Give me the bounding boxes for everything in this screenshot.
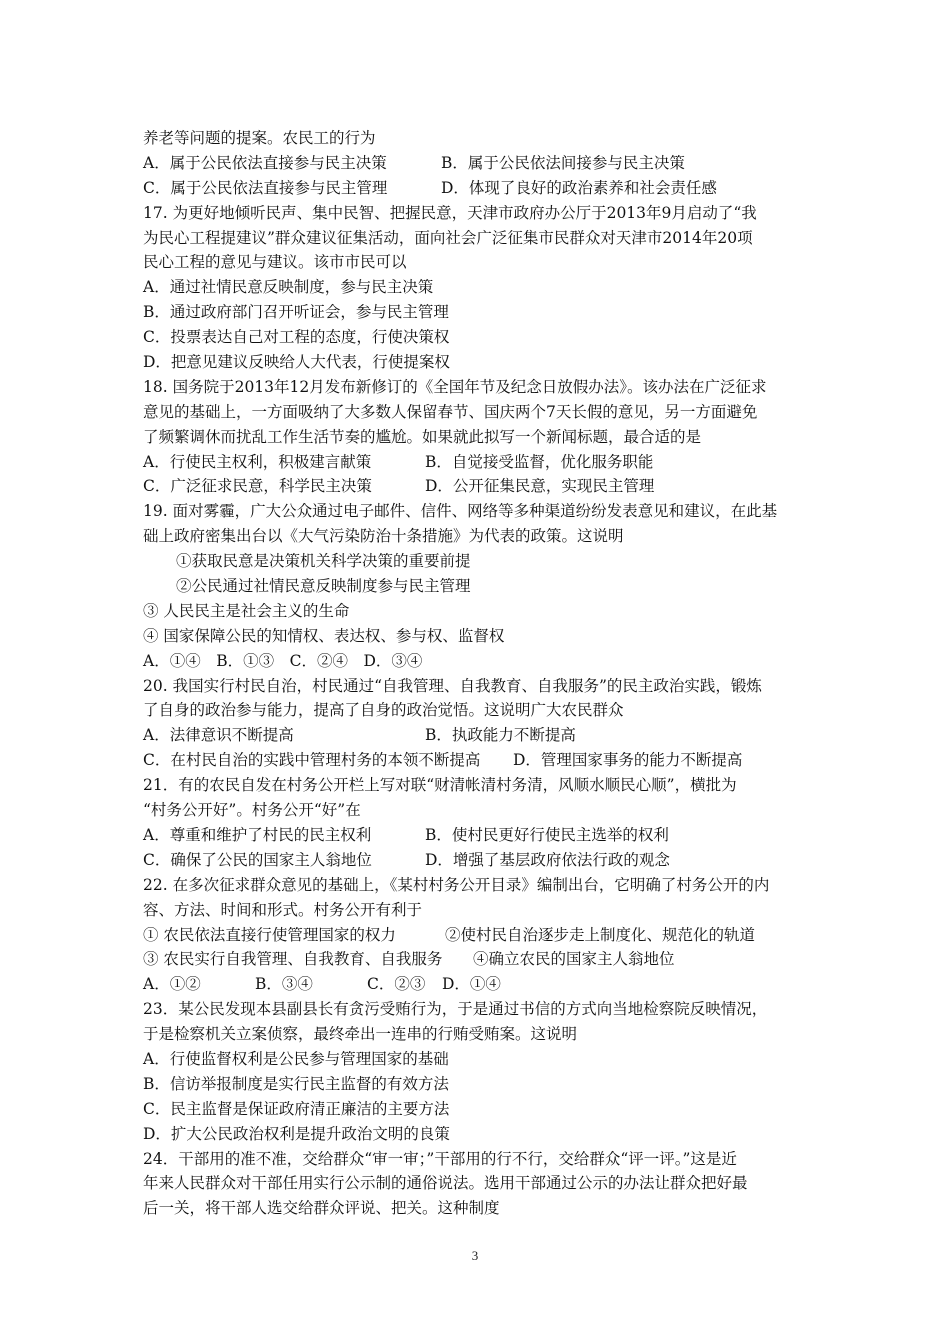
statement-1: ①获取民意是决策机关科学决策的重要前提	[176, 552, 471, 571]
option-row	[143, 972, 813, 997]
question-20: 20. 我国实行村民自治，村民通过“自我管理、自我教育、自我服务”的民主政治实践，锻炼	[143, 676, 762, 695]
option-c: C．在村民自治的实践中管理村务的本领不断提高	[143, 751, 481, 770]
option-row	[143, 723, 813, 748]
text-line: 础上政府密集出台以《大气污染防治十条措施》为代表的政策。这说明	[143, 527, 624, 546]
option-row	[143, 151, 813, 176]
option-a: A．属于公民依法直接参与民主决策	[143, 153, 387, 172]
option-row: A．①④ B．①③ C．②④ D．③④	[143, 651, 423, 670]
text-line: 意见的基础上，一方面吸纳了大多数人保留春节、国庆两个7天长假的意见，另一方面避免	[143, 402, 758, 421]
option-d: D．体现了良好的政治素养和社会责任感	[441, 178, 717, 197]
text-line: 养老等问题的提案。农民工的行为	[143, 129, 376, 147]
statement-2: ②公民通过社情民意反映制度参与民主管理	[176, 577, 471, 596]
statement-4: ④确立农民的国家主人翁地位	[473, 950, 675, 969]
question-17: 17. 为更好地倾听民声、集中民智、把握民意，天津市政府办公厅于2013年9月启动了“我	[143, 203, 757, 222]
option-c: C．民主监督是保证政府清正廉洁的主要方法	[143, 1099, 450, 1118]
option-a: A．尊重和维护了村民的民主权利	[143, 825, 372, 844]
option-a: A．法律意识不断提高	[143, 726, 294, 745]
option-a: A．①②	[143, 975, 201, 994]
question-24: 24．干部用的准不准，交给群众“审一审；”干部用的行不行，交给群众“评一评。”这是近	[143, 1149, 737, 1168]
statement-row	[143, 947, 813, 972]
statement-1: ① 农民依法直接行使管理国家的权力	[143, 925, 396, 944]
option-c: C．投票表达自己对工程的态度，行使决策权	[143, 328, 450, 347]
option-c: C．广泛征求民意，科学民主决策	[143, 477, 372, 496]
page-body	[143, 126, 813, 1221]
option-row	[143, 450, 813, 475]
option-row	[143, 176, 813, 201]
question-22: 22. 在多次征求群众意见的基础上，《某村村务公开目录》编制出台，它明确了村务公开的内	[143, 875, 770, 894]
statement-2: ②使村民自治逐步走上制度化、规范化的轨道	[445, 925, 756, 944]
option-d: D．①④	[442, 975, 501, 994]
question-21: 21．有的农民自发在村务公开栏上写对联“财清帐清村务清，风顺水顺民心顺”，横批为	[143, 776, 737, 795]
text-line: 年来人民群众对干部任用实行公示制的通俗说法。选用干部通过公示的办法让群众把好最	[143, 1174, 748, 1193]
text-line: 为民心工程提建议”群众建议征集活动，面向社会广泛征集市民群众对天津市2014年20项	[143, 228, 753, 247]
statement-4: ④ 国家保障公民的知情权、表达权、参与权、监督权	[143, 626, 505, 645]
question-23: 23．某公民发现本县副县长有贪污受贿行为，于是通过书信的方式向当地检察院反映情况，	[143, 1000, 768, 1019]
option-row	[143, 848, 813, 873]
option-row	[143, 748, 813, 773]
question-19: 19. 面对雾霾，广大公众通过电子邮件、信件、网络等多种渠道纷纷发表意见和建议，在此基	[143, 502, 778, 521]
statement-3: ③ 人民民主是社会主义的生命	[143, 601, 350, 620]
text-line: 后一关，将干部人选交给群众评说、把关。这种制度	[143, 1199, 500, 1218]
option-d: D．管理国家事务的能力不断提高	[513, 751, 743, 770]
option-b: B．通过政府部门召开听证会，参与民主管理	[143, 303, 449, 322]
option-b: B．③④	[255, 975, 313, 994]
option-d: D．增强了基层政府依法行政的观念	[425, 850, 670, 869]
text-line: 容、方法、时间和形式。村务公开有利于	[143, 900, 423, 919]
text-line: 了频繁调休而扰乱工作生活节奏的尴尬。如果就此拟写一个新闻标题，最合适的是	[143, 427, 702, 446]
option-b: B．使村民更好行使民主选举的权利	[425, 825, 669, 844]
option-c: C．②③	[367, 975, 426, 994]
page-number: 3	[471, 1248, 479, 1263]
option-b: B．属于公民依法间接参与民主决策	[441, 153, 685, 172]
option-a: A．行使民主权利，积极建言献策	[143, 452, 372, 471]
option-c: C．确保了公民的国家主人翁地位	[143, 850, 372, 869]
text-line: 于是检察机关立案侦察，最终牵出一连串的行贿受贿案。这说明	[143, 1025, 578, 1044]
text-line: 了自身的政治参与能力，提高了自身的政治觉悟。这说明广大农民群众	[143, 701, 624, 720]
text-line: 民心工程的意见与建议。该市市民可以	[143, 253, 407, 272]
option-a: A．行使监督权利是公民参与管理国家的基础	[143, 1049, 449, 1068]
option-b: B．执政能力不断提高	[425, 726, 576, 745]
option-row	[143, 474, 813, 499]
option-a: A．通过社情民意反映制度，参与民主决策	[143, 278, 434, 297]
option-c: C．属于公民依法直接参与民主管理	[143, 178, 388, 197]
option-b: B．信访举报制度是实行民主监督的有效方法	[143, 1074, 449, 1093]
option-d: D．把意见建议反映给人大代表，行使提案权	[143, 353, 450, 372]
option-d: D．公开征集民意，实现民主管理	[425, 477, 655, 496]
question-18: 18. 国务院于2013年12月发布新修订的《全国年节及纪念日放假办法》。该办法在广泛征求	[143, 377, 767, 396]
option-d: D．扩大公民政治权利是提升政治文明的良策	[143, 1124, 450, 1143]
option-row	[143, 823, 813, 848]
text-line: “村务公开好”。村务公开“好”在	[143, 801, 361, 820]
statement-3: ③ 农民实行自我管理、自我教育、自我服务	[143, 950, 443, 969]
option-b: B．自觉接受监督，优化服务职能	[425, 452, 654, 471]
statement-row	[143, 923, 813, 948]
